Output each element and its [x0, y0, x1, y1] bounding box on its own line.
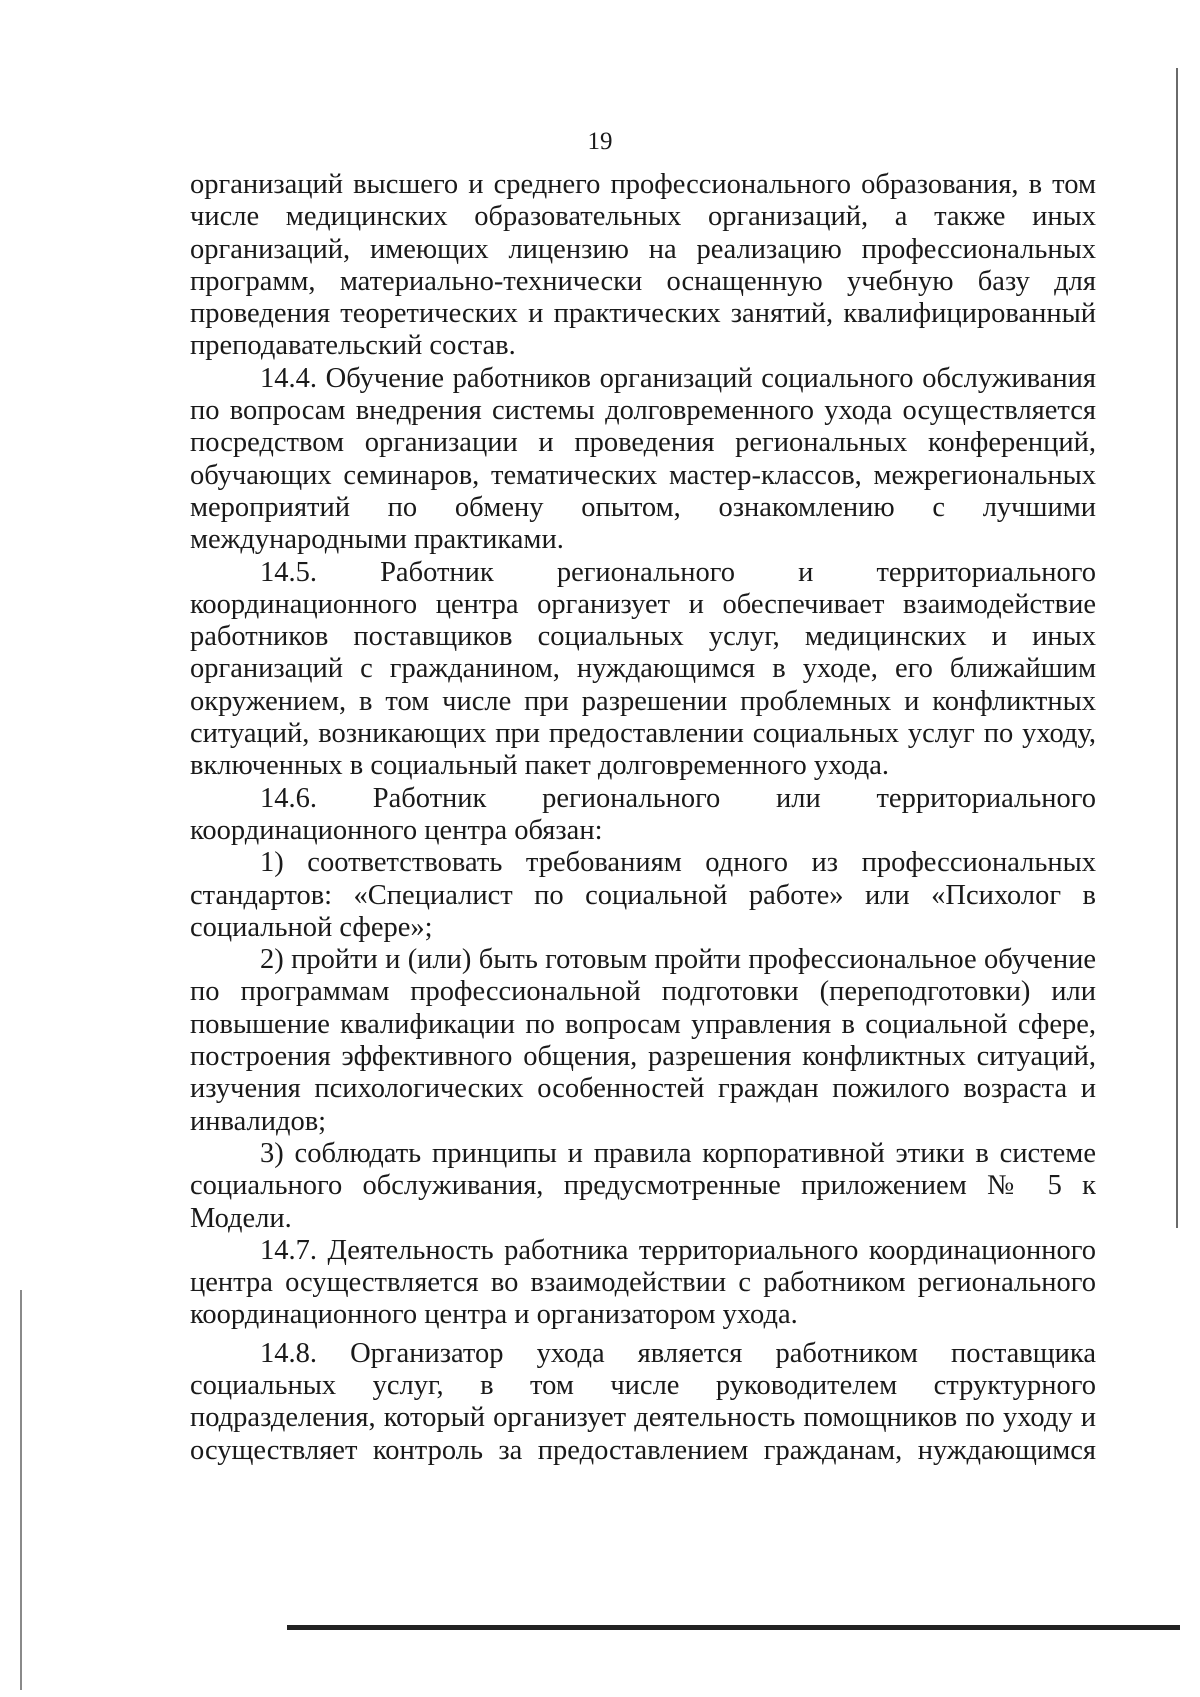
- paragraph-14-7: 14.7. Деятельность работника территориального координационного центра осуществляется во взаимодействии с работником регионального координационного центра и организатором ухода.: [190, 1234, 1096, 1331]
- list-item-1: 1) соответствовать требованиям одного из профессиональных стандартов: «Специалист по социальной работе» или «Психолог в социальной сфере»;: [190, 847, 1096, 943]
- paragraph-14-6: 14.6. Работник регионального или территориального координационного центра обязан:: [190, 782, 1096, 846]
- list-item-3: 3) соблюдать принципы и правила корпоративной этики в системе социального обслуживания, предусмотренные приложением № 5 к Модели.: [190, 1137, 1096, 1234]
- paragraph-14-4: 14.4. Обучение работников организаций социального обслуживания по вопросам внедрения системы долговременного ухода осуществляется посредством организации и проведения региональных конференций, обучающих семинаров, тематических мастер-классов, межрегиональных мероприятий по обмену опытом, ознакомлению с лучшими международными практиками.: [190, 362, 1096, 556]
- scan-edge-line-bottom: [287, 1625, 1180, 1630]
- paragraph-14-5: 14.5. Работник регионального и территориального координационного центра организует и обеспечивает взаимодействие работников поставщиков социальных услуг, медицинских и иных организаций с гражданином, нуждающимся в уходе, его ближайшим окружением, в том числе при разрешении проблемных и конфликтных ситуаций, возникающих при предоставлении социальных услуг по уходу, включенных в социальный пакет долговременного ухода.: [190, 556, 1096, 782]
- page-number: 19: [587, 128, 613, 155]
- scan-edge-line-left: [20, 1290, 22, 1690]
- document-body: [190, 169, 1096, 1467]
- paragraph-continuation: организаций высшего и среднего профессионального образования, в том числе медицинских образовательных организаций, а также иных организаций, имеющих лицензию на реализацию профессиональных программ, материально-технически оснащенную учебную базу для проведения теоретических и практических занятий, квалифицированный преподавательский состав.: [190, 169, 1096, 362]
- list-item-2: 2) пройти и (или) быть готовым пройти профессиональное обучение по программам профессиональной подготовки (переподготовки) или повышение квалификации по вопросам управления в социальной сфере, построения эффективного общения, разрешения конфликтных ситуаций, изучения психологических особенностей граждан пожилого возраста и инвалидов;: [190, 944, 1096, 1137]
- paragraph-14-8: 14.8. Организатор ухода является работником поставщика социальных услуг, в том числе руководителем структурного подразделения, который организует деятельность помощников по уходу и осуществляет контроль за предоставлением гражданам, нуждающимся: [190, 1337, 1096, 1466]
- scan-edge-line-right: [1176, 68, 1178, 1228]
